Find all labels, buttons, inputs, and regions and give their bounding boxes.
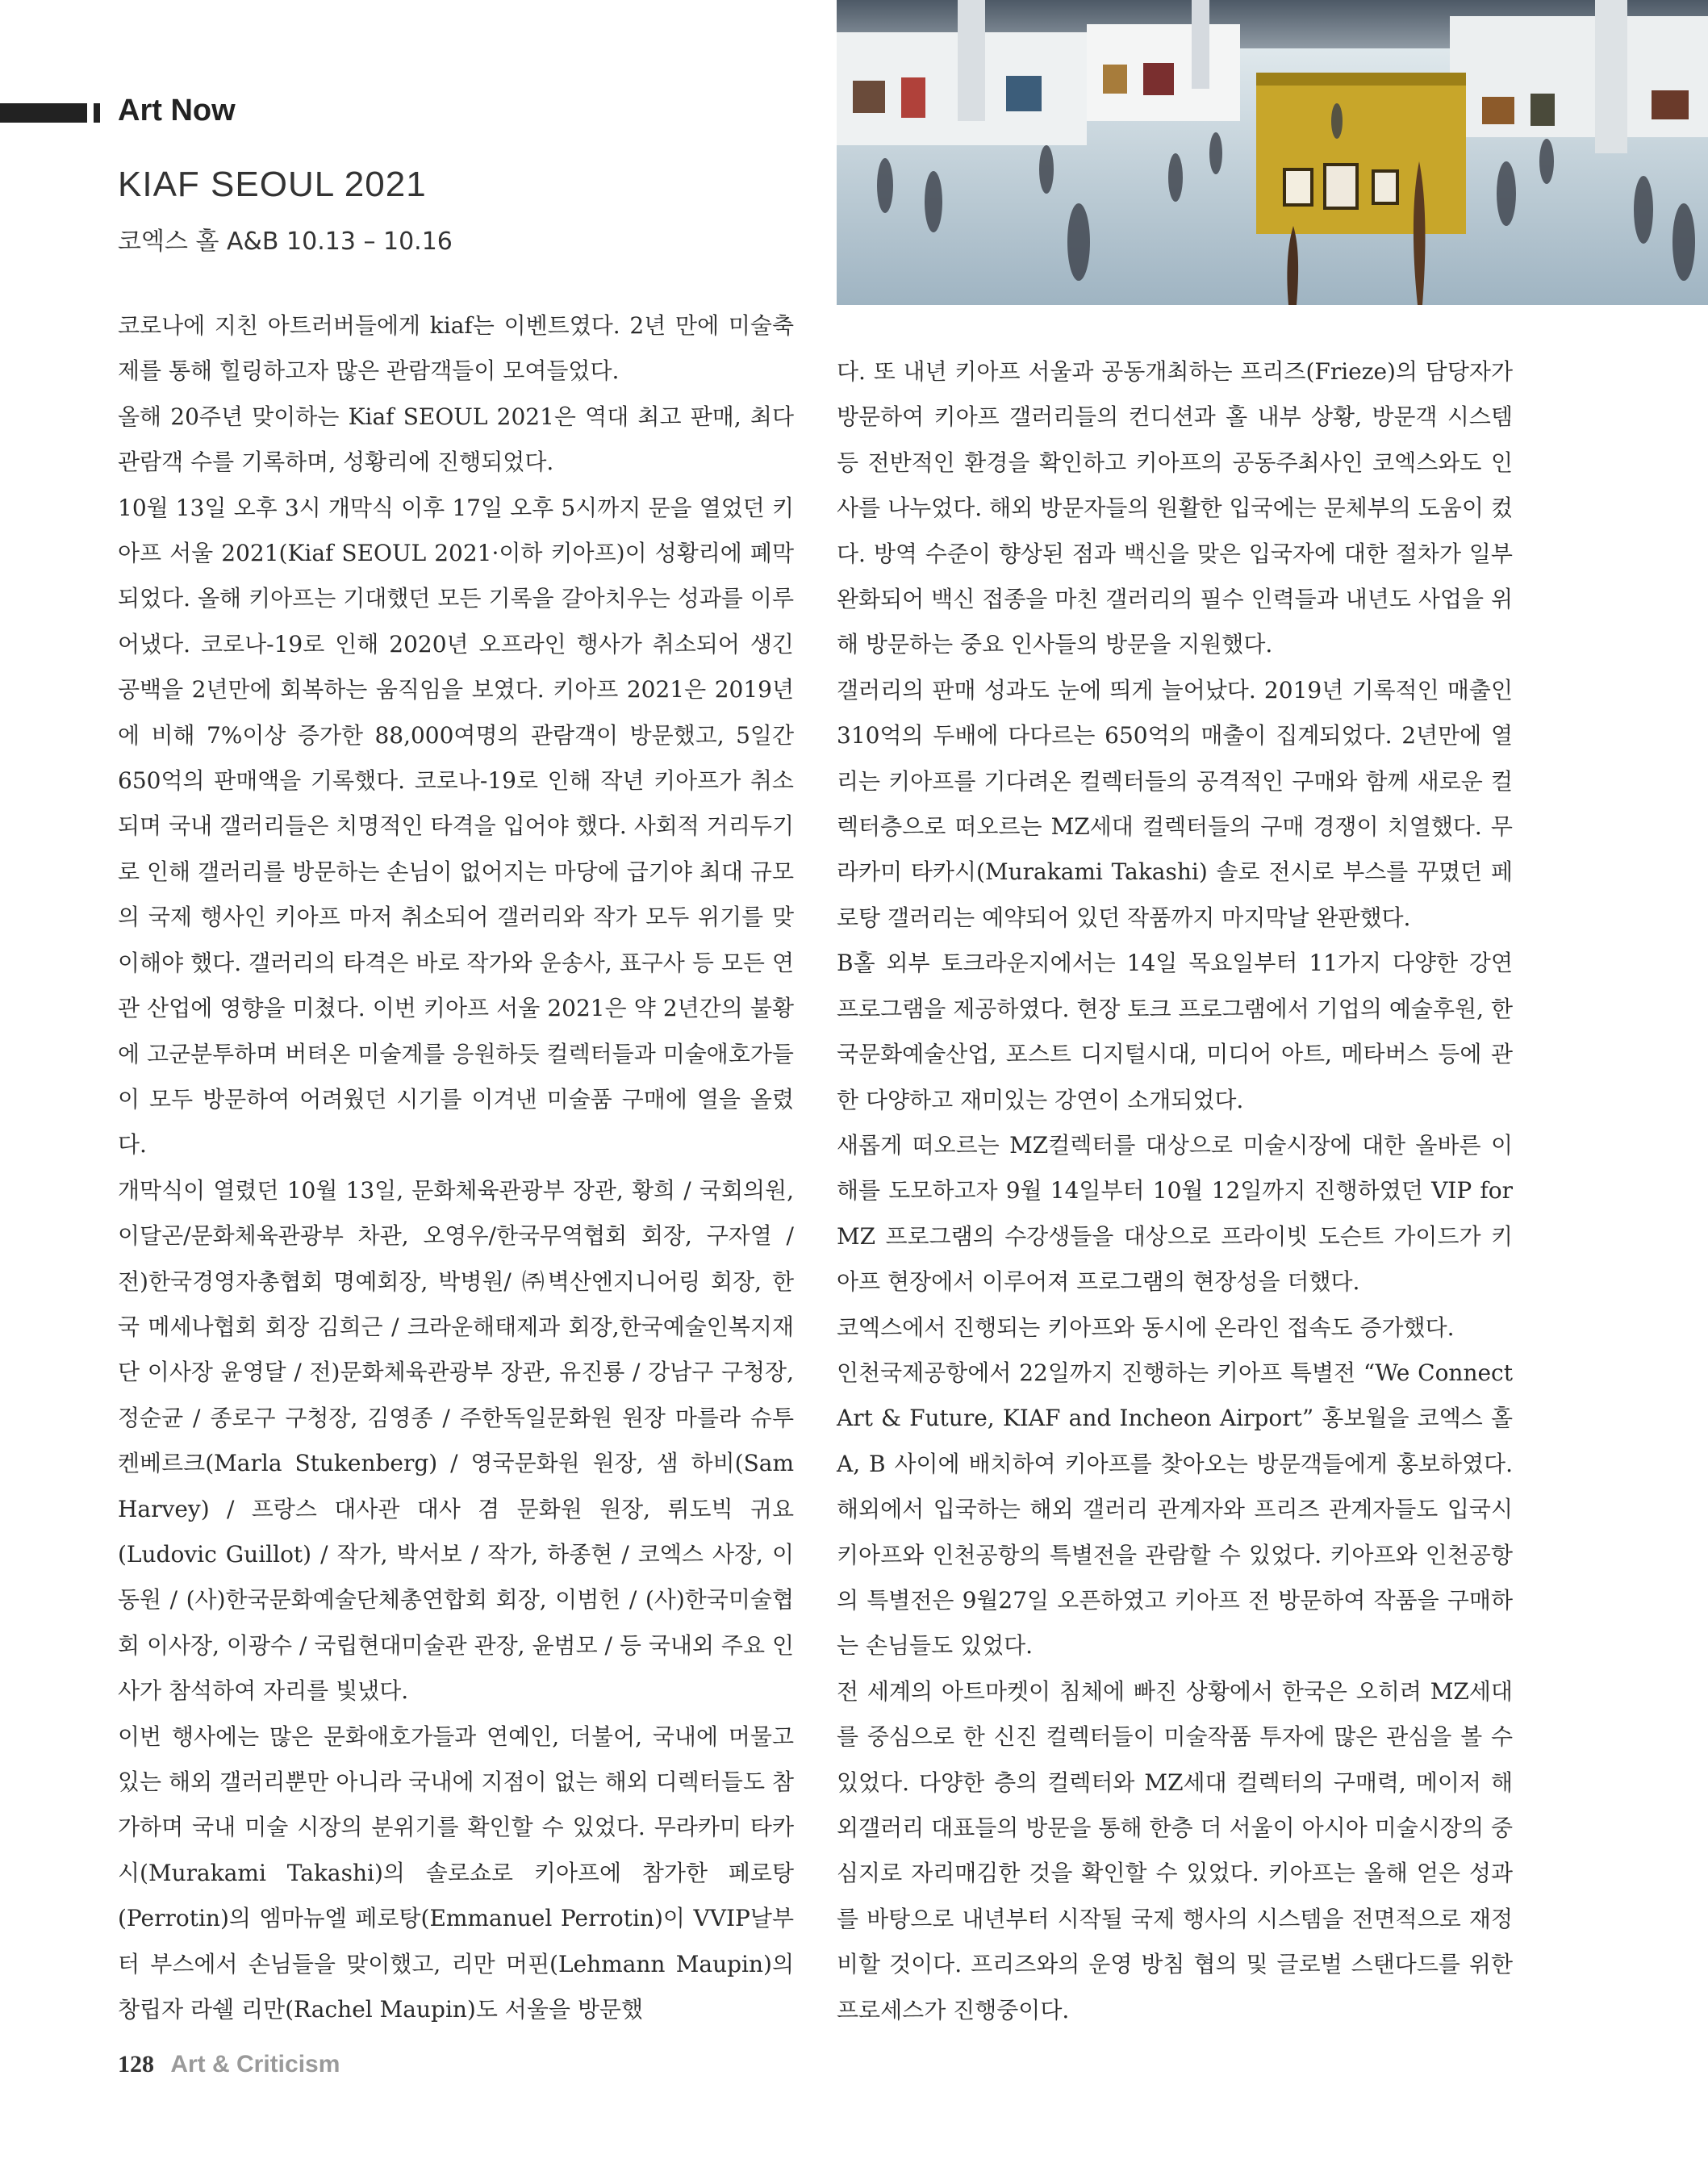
section-label: Art Now <box>118 94 236 127</box>
article-subtitle: 코엑스 홀 A&B 10.13 – 10.16 <box>118 228 453 256</box>
paragraph: 갤러리의 판매 성과도 눈에 띄게 늘어났다. 2019년 기록적인 매출인 310억의 두배에 다다르는 650억의 매출이 집계되었다. 2년만에 열리는 키아프를 기다려온 컬렉터들의 공격적인 구매와 함께 새로운 컬렉터층으로 떠오르는 MZ세대 컬렉터들의 구매 경쟁이 치열했다. 무라카미 타카시(Murakami Takashi) 솔로 전시로 부스를 꾸몄던 페로탕 갤러리는 예약되어 있던 작품까지 마지막날 완판했다. <box>837 676 1513 931</box>
paragraph: 이번 행사에는 많은 문화애호가들과 연예인, 더불어, 국내에 머물고 있는 해외 갤러리뿐만 아니라 국내에 지점이 없는 해외 디렉터들도 참가하며 국내 미술 시장의 분위기를 확인할 수 있었다. 무라카미 타카시(Murakami Takashi)의 솔로쇼로 키아프에 참가한 페로탕(Perrotin)의 엠마뉴엘 페로탕(Emmanuel Perrotin)이 VVIP날부터 부스에서 손님들을 맞이했고, 리만 머핀(Lehmann Maupin)의 창립자 라쉘 리만(Rachel Maupin)도 서울을 방문했 <box>118 1723 794 2023</box>
page-number: 128 <box>118 2051 154 2078</box>
paragraph: 올해 20주년 맞이하는 Kiaf SEOUL 2021은 역대 최고 판매, 최다 관람객 수를 기록하며, 성황리에 진행되었다. <box>118 403 794 476</box>
paragraph: 코엑스에서 진행되는 키아프와 동시에 온라인 접속도 증가했다. <box>837 1313 1455 1341</box>
paragraph: 새롭게 떠오르는 MZ컬렉터를 대상으로 미술시장에 대한 올바른 이해를 도모하고자 9월 14일부터 10월 12일까지 진행하였던 VIP for MZ 프로그램의 수강생들을 대상으로 프라이빗 도슨트 가이드가 키아프 현장에서 이루어져 프로그램의 현장성을 더했다. <box>837 1131 1513 1296</box>
article-body-left <box>118 303 794 2032</box>
art-fair-hall-photo <box>837 0 1708 305</box>
section-tick <box>94 103 100 123</box>
paragraph: 10월 13일 오후 3시 개막식 이후 17일 오후 5시까지 문을 열었던 키아프 서울 2021(Kiaf SEOUL 2021·이하 키아프)이 성황리에 폐막되었다. 올해 키아프는 기대했던 모든 기록을 갈아치우는 성과를 이루어냈다. 코로나-19로 인해 2020년 오프라인 행사가 취소되어 생긴 공백을 2년만에 회복하는 움직임을 보였다. 키아프 2021은 2019년에 비해 7%이상 증가한 88,000여명의 관람객이 방문했고, 5일간 650억의 판매액을 기록했다. 코로나-19로 인해 작년 키아프가 취소되며 국내 갤러리들은 치명적인 타격을 입어야 했다. 사회적 거리두기로 인해 갤러리를 방문하는 손님이 없어지는 마당에 급기야 최대 규모의 국제 행사인 키아프 마저 취소되어 갤러리와 작가 모두 위기를 맞이해야 했다. 갤러리의 타격은 바로 작가와 운송사, 표구사 등 모든 연관 산업에 영향을 미쳤다. 이번 키아프 서울 2021은 약 2년간의 불황에 고군분투하며 버텨온 미술계를 응원하듯 컬렉터들과 미술애호가들이 모두 방문하여 어려웠던 시기를 이겨낸 미술품 구매에 열을 올렸다. <box>118 494 794 1159</box>
paragraph: B홀 외부 토크라운지에서는 14일 목요일부터 11가지 다양한 강연 프로그램을 제공하였다. 현장 토크 프로그램에서 기업의 예술후원, 한국문화예술산업, 포스트 디지털시대, 미디어 아트, 메타버스 등에 관한 다양하고 재미있는 강연이 소개되었다. <box>837 950 1513 1113</box>
page-footer <box>118 2051 340 2078</box>
article-body-right <box>837 349 1513 2033</box>
paragraph: 전 세계의 아트마켓이 침체에 빠진 상황에서 한국은 오히려 MZ세대를 중심으로 한 신진 컬렉터들이 미술작품 투자에 많은 관심을 볼 수 있었다. 다양한 층의 컬렉터와 MZ세대 컬렉터의 구매력, 메이저 해외갤러리 대표들의 방문을 통해 한층 더 서울이 아시아 미술시장의 중심지로 자리매김한 것을 확인할 수 있었다. 키아프는 올해 얻은 성과를 바탕으로 내년부터 시작될 국제 행사의 시스템을 전면적으로 재정비할 것이다. 프리즈와의 운영 방침 협의 및 글로벌 스탠다드를 위한 프로세스가 진행중이다. <box>837 1677 1513 2023</box>
paragraph: 개막식이 열렸던 10월 13일, 문화체육관광부 장관, 황희 / 국회의원, 이달곤/문화체육관광부 차관, 오영우/한국무역협회 회장, 구자열 / 전)한국경영자총협회 명예회장, 박병원/ ㈜벽산엔지니어링 회장, 한국 메세나협회 회장 김희근 / 크라운해태제과 회장,한국예술인복지재단 이사장 윤영달 / 전)문화체육관광부 장관, 유진룡 / 강남구 구청장, 정순균 / 종로구 구청장, 김영종 / 주한독일문화원 원장 마를라 슈투켄베르크(Marla Stukenberg) / 영국문화원 원장, 샘 하비(Sam Harvey) / 프랑스 대사관 대사 겸 문화원 원장, 뤼도빅 귀요(Ludovic Guillot) / 작가, 박서보 / 작가, 하종현 / 코엑스 사장, 이동원 / (사)한국문화예술단체총연합회 회장, 이범헌 / (사)한국미술협회 이사장, 이광수 / 국립현대미술관 관장, 윤범모 / 등 국내외 주요 인사가 참석하여 자리를 빛냈다. <box>118 1176 794 1705</box>
paragraph: 다. 또 내년 키아프 서울과 공동개최하는 프리즈(Frieze)의 담당자가 방문하여 키아프 갤러리들의 컨디션과 홀 내부 상황, 방문객 시스템 등 전반적인 환경을 확인하고 키아프의 공동주최사인 코엑스와도 인사를 나누었다. 해외 방문자들의 원활한 입국에는 문체부의 도움이 컸다. 방역 수준이 향상된 점과 백신을 맞은 입국자에 대한 절차가 일부 완화되어 백신 접종을 마친 갤러리의 필수 인력들과 내년도 사업을 위해 방문하는 중요 인사들의 방문을 지원했다. <box>837 358 1513 658</box>
section-bar <box>0 103 87 123</box>
magazine-name: Art & Criticism <box>170 2051 340 2078</box>
paragraph: 코로나에 지친 아트러버들에게 kiaf는 이벤트였다. 2년 만에 미술축제를 통해 힐링하고자 많은 관람객들이 모여들었다. <box>118 312 794 385</box>
article-title: KIAF SEOUL 2021 <box>118 165 427 204</box>
paragraph: 인천국제공항에서 22일까지 진행하는 키아프 특별전 “We Connect Art & Future, KIAF and Incheon Airport” 홍보월을 코엑스 홀 A, B 사이에 배치하여 키아프를 찾아오는 방문객들에게 홍보하였다. 해외에서 입국하는 해외 갤러리 관계자와 프리즈 관계자들도 입국시 키아프와 인천공항의 특별전을 관람할 수 있었다. 키아프와 인천공항의 특별전은 9월27일 오픈하였고 키아프 전 방문하여 작품을 구매하는 손님들도 있었다. <box>837 1359 1513 1660</box>
